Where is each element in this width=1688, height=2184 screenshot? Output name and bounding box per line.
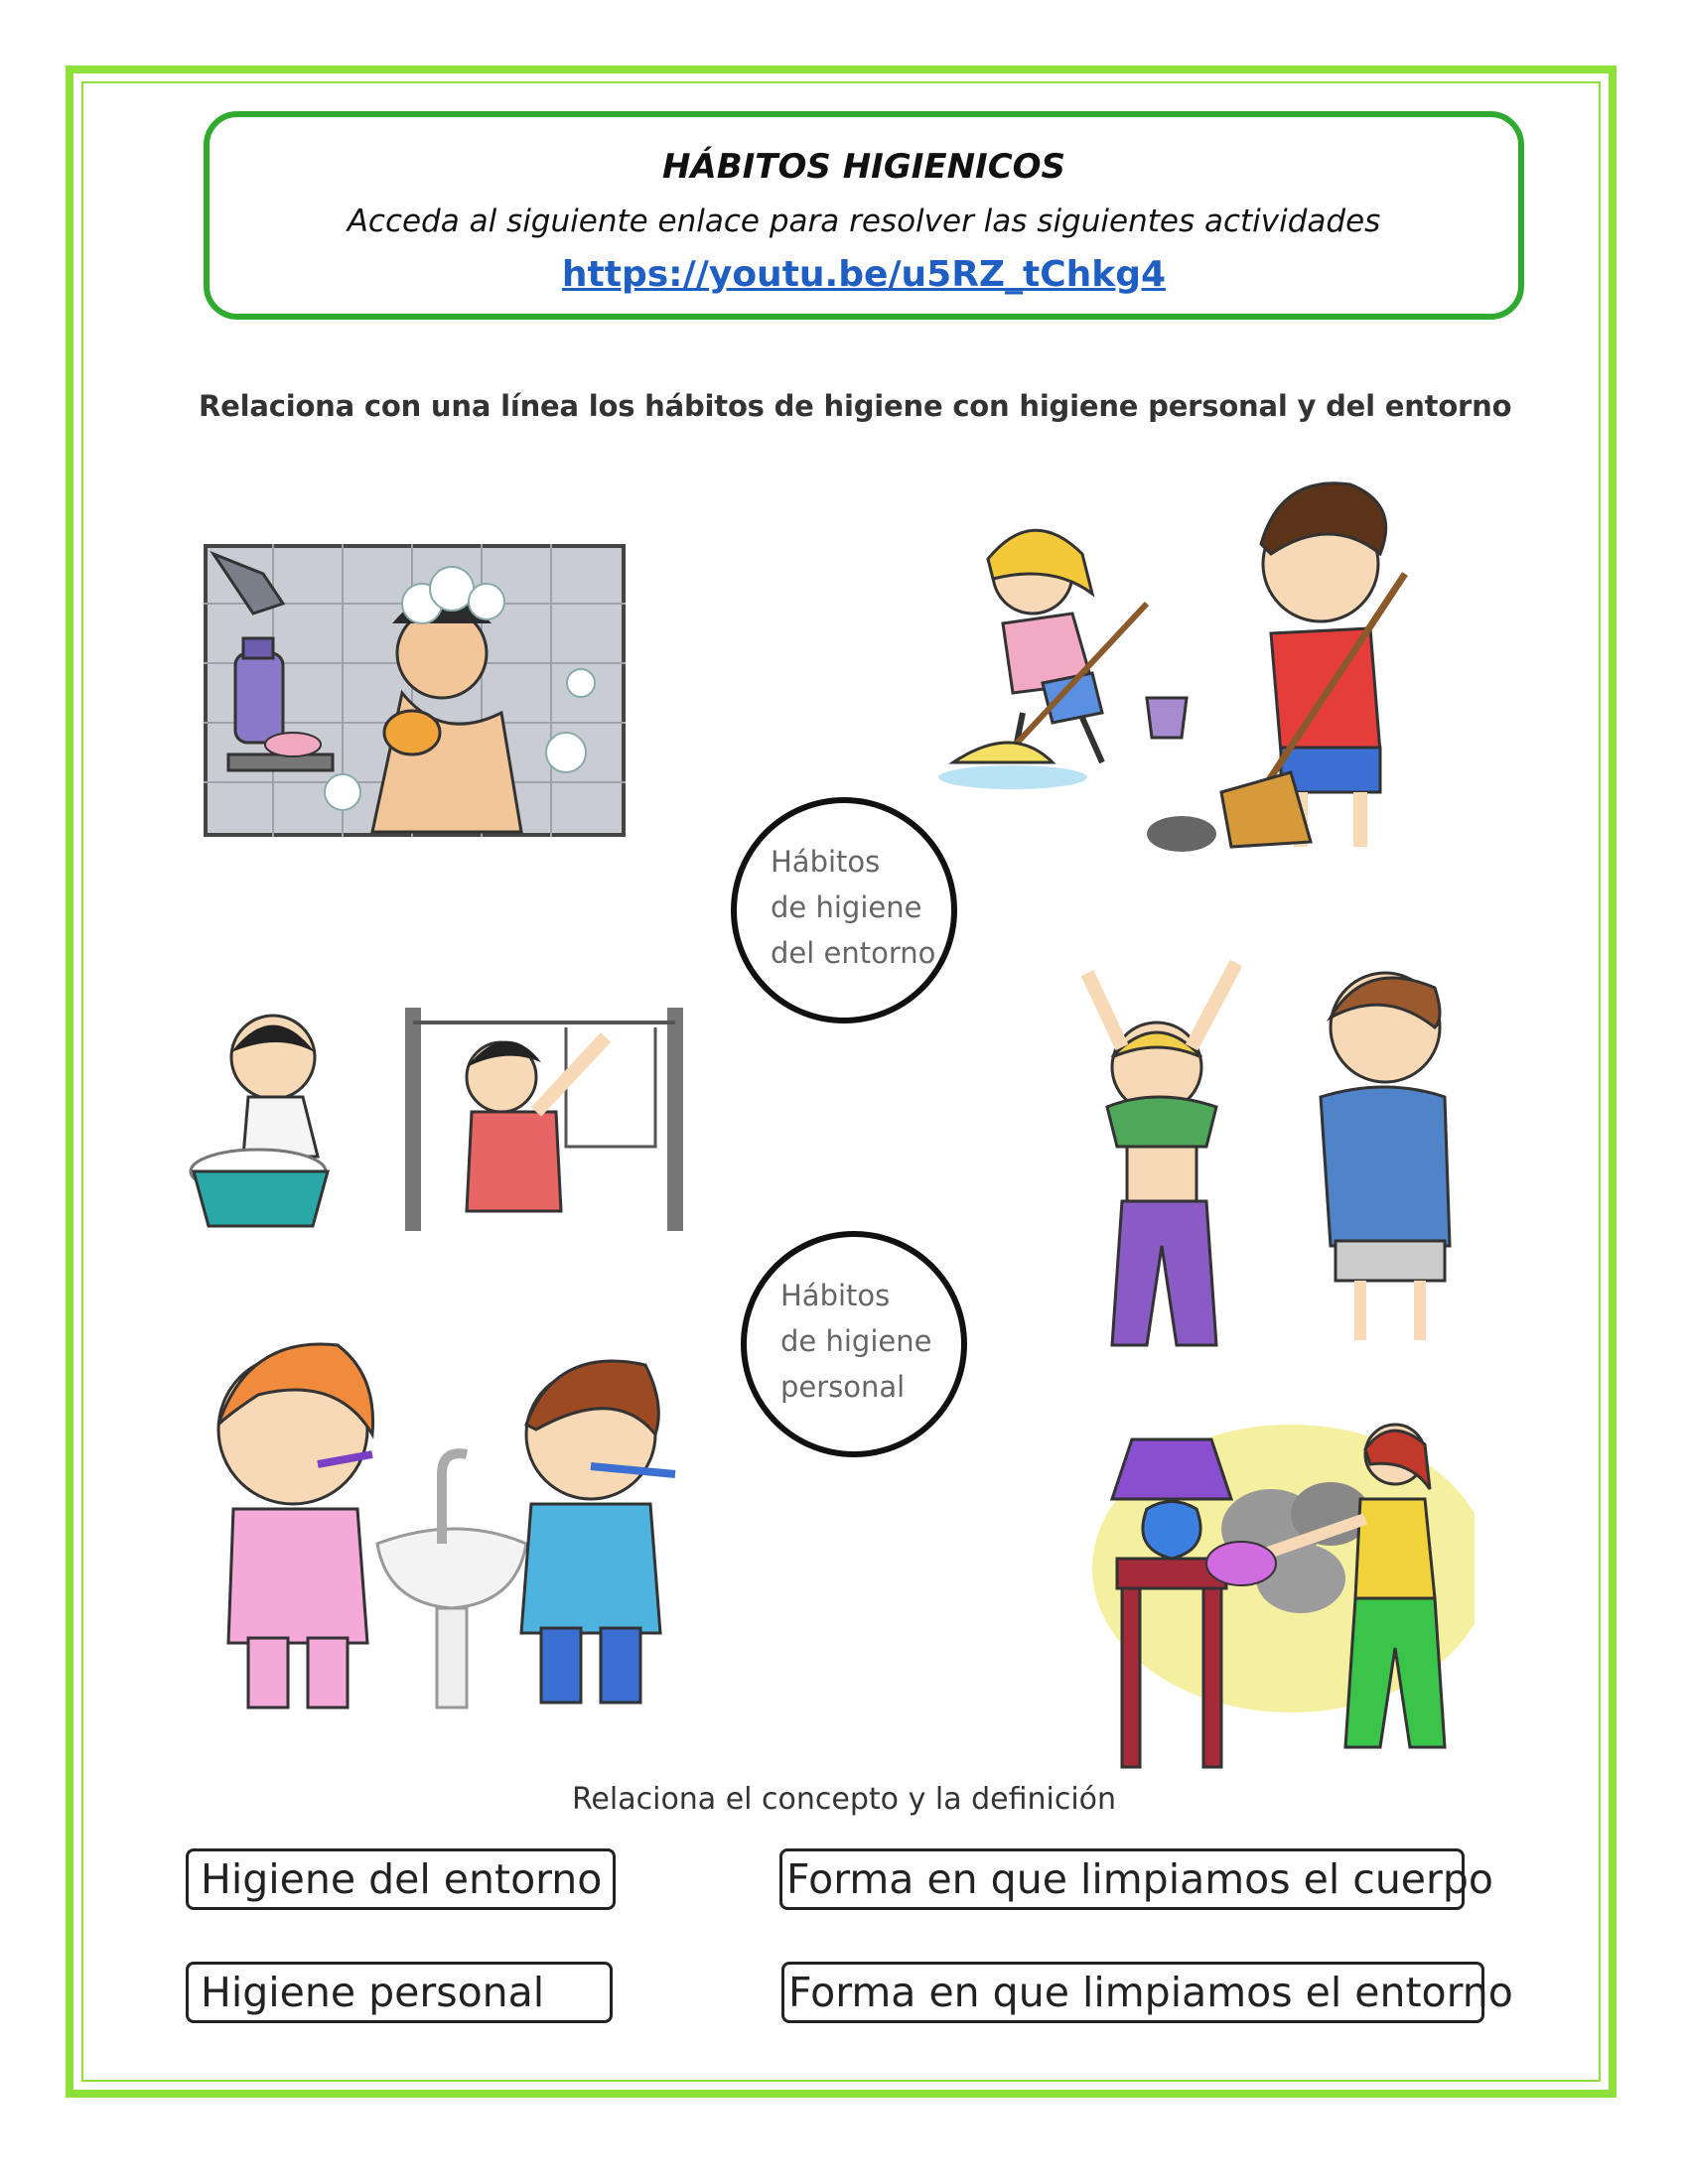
worksheet-subtitle: Acceda al siguiente enlace para resolver las siguientes actividades <box>347 204 1381 239</box>
circle-personal-line-2: de higiene <box>780 1324 932 1358</box>
brushing-teeth-illustration <box>199 1315 715 1717</box>
video-link[interactable]: https://youtu.be/u5RZ_tChkg4 <box>561 254 1167 295</box>
dusting-illustration <box>1092 1420 1475 1772</box>
definition-card-body[interactable]: Forma en que limpiamos el cuerpo <box>779 1848 1465 1910</box>
changing-clothes-illustration <box>1067 948 1484 1360</box>
instruction-match-habits: Relaciona con una línea los hábitos de higiene con higiene personal y del entorno <box>199 389 1512 423</box>
instruction-match-concepts: Relaciona el concepto y la definición <box>571 1782 1117 1817</box>
circle-personal-line-3: personal <box>780 1370 906 1404</box>
circle-habits-personal <box>741 1231 967 1457</box>
header-box <box>204 111 1524 320</box>
circle-environment-line-3: del entorno <box>771 936 936 970</box>
circle-personal-line-1: Hábitos <box>780 1279 891 1312</box>
circle-environment-line-2: de higiene <box>771 890 922 924</box>
circle-habits-environment <box>731 797 957 1024</box>
definition-card-environment[interactable]: Forma en que limpiamos el entorno <box>781 1962 1484 2023</box>
laundry-illustration <box>189 998 695 1241</box>
circle-environment-line-1: Hábitos <box>771 845 881 879</box>
shower-illustration <box>204 544 626 837</box>
concept-card-environment[interactable]: Higiene del entorno <box>186 1848 616 1910</box>
cleaning-floor-illustration <box>933 465 1450 882</box>
worksheet-title: HÁBITOS HIGIENICOS <box>661 147 1066 187</box>
concept-card-personal[interactable]: Higiene personal <box>186 1962 613 2023</box>
